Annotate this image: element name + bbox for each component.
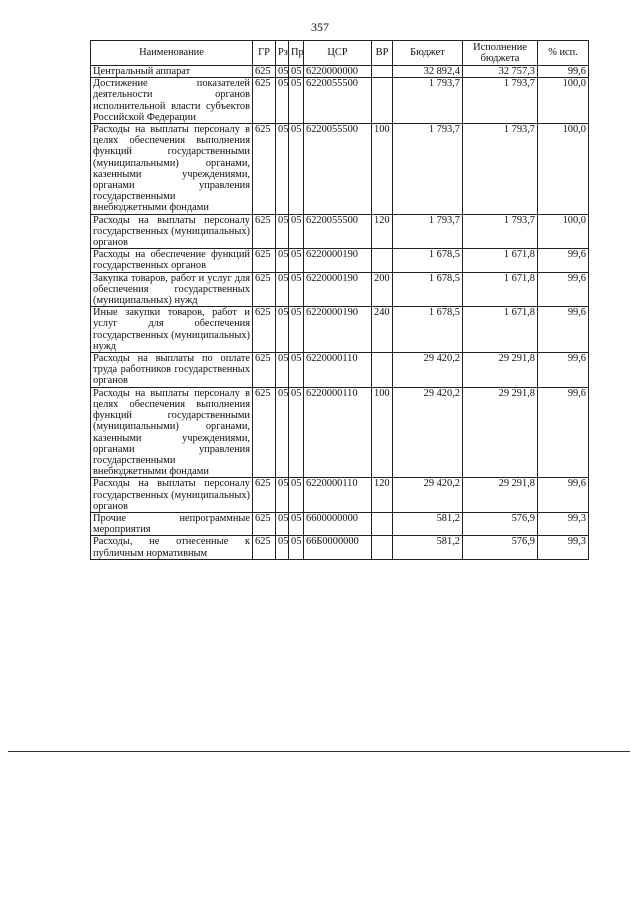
cell-execution: 1 793,7	[463, 78, 538, 124]
cell-csr: 6220000190	[304, 272, 372, 307]
cell-name: Расходы на выплаты по оплате труда работников государственных органов	[91, 353, 253, 388]
cell-csr: 66Б0000000	[304, 536, 372, 559]
cell-name: Иные закупки товаров, работ и услуг для обеспечения государственных (муниципальных) нужд	[91, 307, 253, 353]
table-row	[91, 307, 589, 353]
cell-budget: 581,2	[393, 536, 463, 559]
cell-percent: 99,6	[538, 478, 589, 513]
cell-pr: 05	[289, 214, 304, 249]
cell-vr: 240	[372, 307, 393, 353]
cell-execution: 576,9	[463, 512, 538, 535]
cell-csr: 6220000110	[304, 478, 372, 513]
cell-vr: 120	[372, 214, 393, 249]
cell-gr: 625	[253, 78, 276, 124]
cell-execution: 576,9	[463, 536, 538, 559]
cell-budget: 1 678,5	[393, 307, 463, 353]
header-percent: % исп.	[538, 41, 589, 66]
cell-execution: 1 793,7	[463, 214, 538, 249]
cell-vr	[372, 66, 393, 78]
header-name: Наименование	[91, 41, 253, 66]
header-budget: Бюджет	[393, 41, 463, 66]
cell-execution: 1 671,8	[463, 307, 538, 353]
cell-pr: 05	[289, 536, 304, 559]
cell-pr: 05	[289, 353, 304, 388]
cell-csr: 6600000000	[304, 512, 372, 535]
cell-vr	[372, 249, 393, 272]
cell-budget: 29 420,2	[393, 353, 463, 388]
header-csr: ЦСР	[304, 41, 372, 66]
cell-csr: 6220055500	[304, 78, 372, 124]
cell-gr: 625	[253, 124, 276, 215]
cell-rz: 05	[276, 536, 289, 559]
table-row	[91, 78, 589, 124]
cell-pr: 05	[289, 387, 304, 478]
cell-percent: 100,0	[538, 78, 589, 124]
cell-gr: 625	[253, 307, 276, 353]
cell-budget: 1 793,7	[393, 78, 463, 124]
cell-percent: 99,3	[538, 536, 589, 559]
cell-name: Расходы на выплаты персоналу в целях обеспечения выполнения функций государственными (муниципальными) органами, казенными учреждениями, органами управления государственными внебюджетными фондами	[91, 124, 253, 215]
cell-vr	[372, 536, 393, 559]
cell-name: Достижение показателей деятельности органов исполнительной власти субъектов Российской Федерации	[91, 78, 253, 124]
cell-gr: 625	[253, 353, 276, 388]
cell-gr: 625	[253, 249, 276, 272]
cell-pr: 05	[289, 512, 304, 535]
cell-pr: 05	[289, 249, 304, 272]
header-execution: Исполнение бюджета	[463, 41, 538, 66]
cell-gr: 625	[253, 478, 276, 513]
cell-pr: 05	[289, 307, 304, 353]
cell-percent: 99,6	[538, 66, 589, 78]
cell-vr: 100	[372, 387, 393, 478]
cell-percent: 99,6	[538, 353, 589, 388]
cell-percent: 100,0	[538, 214, 589, 249]
cell-pr: 05	[289, 124, 304, 215]
cell-name: Центральный аппарат	[91, 66, 253, 78]
table-row	[91, 536, 589, 559]
table-row	[91, 272, 589, 307]
cell-execution: 1 793,7	[463, 124, 538, 215]
cell-rz: 05	[276, 512, 289, 535]
cell-percent: 99,6	[538, 307, 589, 353]
cell-name: Расходы на обеспечение функций государственных органов	[91, 249, 253, 272]
cell-pr: 05	[289, 78, 304, 124]
table-body	[91, 66, 589, 560]
cell-percent: 99,6	[538, 387, 589, 478]
cell-gr: 625	[253, 214, 276, 249]
cell-csr: 6220055500	[304, 214, 372, 249]
cell-budget: 29 420,2	[393, 478, 463, 513]
cell-execution: 32 757,3	[463, 66, 538, 78]
table-row	[91, 512, 589, 535]
cell-execution: 29 291,8	[463, 478, 538, 513]
cell-rz: 05	[276, 66, 289, 78]
cell-vr	[372, 353, 393, 388]
table-row	[91, 478, 589, 513]
cell-gr: 625	[253, 536, 276, 559]
cell-name: Расходы на выплаты персоналу государственных (муниципальных) органов	[91, 214, 253, 249]
cell-gr: 625	[253, 66, 276, 78]
cell-rz: 05	[276, 214, 289, 249]
cell-rz: 05	[276, 307, 289, 353]
cell-rz: 05	[276, 124, 289, 215]
table-row	[91, 214, 589, 249]
cell-vr: 120	[372, 478, 393, 513]
cell-csr: 6220000110	[304, 353, 372, 388]
cell-rz: 05	[276, 272, 289, 307]
table-row	[91, 249, 589, 272]
cell-csr: 6220000190	[304, 307, 372, 353]
cell-execution: 29 291,8	[463, 353, 538, 388]
header-vr: ВР	[372, 41, 393, 66]
cell-name: Расходы на выплаты персоналу в целях обеспечения выполнения функций государственными (муниципальными) органами, казенными учреждениями, органами управления государственными внебюджетными фондами	[91, 387, 253, 478]
cell-budget: 1 793,7	[393, 124, 463, 215]
cell-execution: 1 671,8	[463, 249, 538, 272]
cell-name: Закупка товаров, работ и услуг для обеспечения государственных (муниципальных) нужд	[91, 272, 253, 307]
cell-name: Прочие непрограммные мероприятия	[91, 512, 253, 535]
cell-csr: 6220000110	[304, 387, 372, 478]
table-row	[91, 387, 589, 478]
page-number: 357	[311, 20, 329, 34]
cell-execution: 1 671,8	[463, 272, 538, 307]
table-row	[91, 124, 589, 215]
cell-budget: 29 420,2	[393, 387, 463, 478]
table-row	[91, 66, 589, 78]
cell-vr	[372, 78, 393, 124]
cell-budget: 581,2	[393, 512, 463, 535]
cell-rz: 05	[276, 387, 289, 478]
budget-table	[90, 40, 589, 560]
cell-pr: 05	[289, 478, 304, 513]
header-gr: ГР	[253, 41, 276, 66]
cell-vr	[372, 512, 393, 535]
cell-budget: 1 678,5	[393, 249, 463, 272]
cell-percent: 99,3	[538, 512, 589, 535]
cell-name: Расходы, не отнесенные к публичным нормативным	[91, 536, 253, 559]
cell-vr: 200	[372, 272, 393, 307]
cell-gr: 625	[253, 387, 276, 478]
table-header-row	[91, 41, 589, 66]
cell-rz: 05	[276, 78, 289, 124]
cell-budget: 1 793,7	[393, 214, 463, 249]
cell-csr: 6220000000	[304, 66, 372, 78]
cell-csr: 6220055500	[304, 124, 372, 215]
cell-rz: 05	[276, 478, 289, 513]
cell-percent: 99,6	[538, 249, 589, 272]
cell-name: Расходы на выплаты персоналу государственных (муниципальных) органов	[91, 478, 253, 513]
cell-budget: 32 892,4	[393, 66, 463, 78]
cell-pr: 05	[289, 272, 304, 307]
cell-percent: 100,0	[538, 124, 589, 215]
cell-gr: 625	[253, 512, 276, 535]
header-rz: Рз	[276, 41, 289, 66]
cell-rz: 05	[276, 249, 289, 272]
cell-csr: 6220000190	[304, 249, 372, 272]
cell-rz: 05	[276, 353, 289, 388]
header-pr: Пр	[289, 41, 304, 66]
footer-divider	[8, 751, 630, 752]
cell-vr: 100	[372, 124, 393, 215]
table-row	[91, 353, 589, 388]
cell-budget: 1 678,5	[393, 272, 463, 307]
cell-gr: 625	[253, 272, 276, 307]
cell-pr: 05	[289, 66, 304, 78]
cell-percent: 99,6	[538, 272, 589, 307]
cell-execution: 29 291,8	[463, 387, 538, 478]
